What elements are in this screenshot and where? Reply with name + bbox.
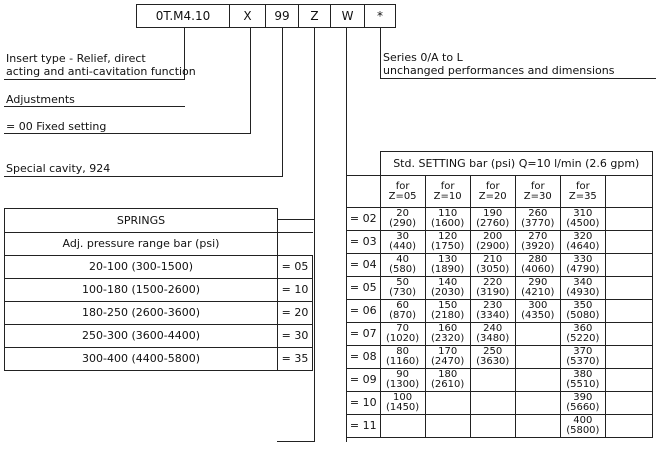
- underline-cavity: [4, 176, 283, 177]
- setting-value-cell: 60 (870): [380, 300, 425, 323]
- spring-range: 250-300 (3600-4400): [5, 325, 278, 348]
- setting-value-cell: 120 (1750): [425, 231, 470, 254]
- setting-code: = 02: [347, 208, 381, 231]
- leader-line-cavity: [282, 28, 283, 177]
- setting-value-cell: 360 (5220): [560, 323, 605, 346]
- insert-type-label-line2: acting and anti-cavitation function: [6, 65, 196, 78]
- table-row: [347, 323, 653, 346]
- setting-value-cell: 300 (4350): [515, 300, 560, 323]
- connector-springs-bottom: [277, 441, 315, 442]
- setting-value-cell: [470, 392, 515, 415]
- underline-fixed-setting: [4, 133, 251, 134]
- setting-value-cell: 250 (3630): [470, 346, 515, 369]
- setting-value-cell: 400 (5800): [560, 415, 605, 438]
- setting-value-cell: 390 (5660): [560, 392, 605, 415]
- setting-value-cell: 130 (1890): [425, 254, 470, 277]
- settings-title: Std. SETTING bar (psi) Q=10 l/min (2.6 gpm): [380, 152, 652, 176]
- setting-value-cell: [515, 415, 560, 438]
- special-cavity-label: Special cavity, 924: [6, 162, 111, 175]
- setting-value-cell: 20 (290): [380, 208, 425, 231]
- setting-code: = 06: [347, 300, 381, 323]
- adjustments-label: Adjustments: [6, 93, 75, 106]
- setting-code: = 03: [347, 231, 381, 254]
- setting-value-cell: 170 (2470): [425, 346, 470, 369]
- spring-code: = 20: [278, 302, 313, 325]
- table-row: [347, 392, 653, 415]
- springs-subtitle: Adj. pressure range bar (psi): [5, 233, 278, 256]
- table-row: [347, 415, 653, 438]
- spring-range: 180-250 (2600-3600): [5, 302, 278, 325]
- table-row: [347, 277, 653, 300]
- spring-range: 100-180 (1500-2600): [5, 279, 278, 302]
- setting-value-cell: 100 (1450): [380, 392, 425, 415]
- setting-value-cell: 340 (4930): [560, 277, 605, 300]
- setting-value-cell: 260 (3770): [515, 208, 560, 231]
- setting-value-cell: 50 (730): [380, 277, 425, 300]
- setting-value-cell: [470, 415, 515, 438]
- setting-value-cell: 180 (2610): [425, 369, 470, 392]
- table-row: [347, 346, 653, 369]
- column-header: for Z=35: [560, 176, 605, 208]
- setting-value-cell: 270 (3920): [515, 231, 560, 254]
- code-box-series: [364, 4, 396, 28]
- spring-range: 20-100 (300-1500): [5, 256, 278, 279]
- setting-value-cell: [515, 346, 560, 369]
- spring-code: = 05: [278, 256, 313, 279]
- leader-line-series: [380, 28, 381, 78]
- setting-code: = 04: [347, 254, 381, 277]
- setting-value-cell: [425, 415, 470, 438]
- blank-cell: [605, 277, 652, 300]
- code-box-adjustment: [229, 4, 266, 28]
- setting-code: = 10: [347, 392, 381, 415]
- setting-value-cell: 310 (4500): [560, 208, 605, 231]
- blank-cell: [605, 231, 652, 254]
- setting-value-cell: [425, 392, 470, 415]
- setting-value-cell: 330 (4790): [560, 254, 605, 277]
- setting-value-cell: 80 (1160): [380, 346, 425, 369]
- setting-value-cell: 230 (3340): [470, 300, 515, 323]
- blank-cell: [605, 392, 652, 415]
- setting-code: = 09: [347, 369, 381, 392]
- fixed-setting-label: = 00 Fixed setting: [6, 120, 107, 133]
- code-part-series: *: [377, 9, 383, 23]
- insert-type-label-line1: Insert type - Relief, direct: [6, 52, 146, 65]
- table-row: [347, 369, 653, 392]
- setting-value-cell: [515, 369, 560, 392]
- column-header: for Z=05: [380, 176, 425, 208]
- setting-value-cell: 240 (3480): [470, 323, 515, 346]
- code-part-adjustment: X: [243, 9, 252, 23]
- setting-value-cell: 90 (1300): [380, 369, 425, 392]
- spring-code: = 30: [278, 325, 313, 348]
- spring-code: = 35: [278, 348, 313, 371]
- setting-value-cell: 320 (4640): [560, 231, 605, 254]
- underline-adjustments: [4, 106, 185, 107]
- blank-cell: [605, 254, 652, 277]
- spring-code: = 10: [278, 279, 313, 302]
- table-row: [347, 254, 653, 277]
- setting-value-cell: [470, 369, 515, 392]
- code-part-cavity: 99: [274, 9, 290, 23]
- blank-cell: [605, 415, 652, 438]
- setting-value-cell: [515, 323, 560, 346]
- spring-range: 300-400 (4400-5800): [5, 348, 278, 371]
- code-box-model: [136, 4, 230, 28]
- table-row: [5, 302, 313, 325]
- underline-insert: [4, 79, 185, 80]
- setting-value-cell: 200 (2900): [470, 231, 515, 254]
- setting-value-cell: 380 (5510): [560, 369, 605, 392]
- springs-table: [4, 208, 313, 371]
- table-row: [5, 325, 313, 348]
- series-label-line1: Series 0/A to L: [383, 51, 463, 64]
- setting-value-cell: 160 (2320): [425, 323, 470, 346]
- setting-value-cell: [380, 415, 425, 438]
- code-box-setting: [330, 4, 365, 28]
- code-part-setting: W: [341, 9, 354, 23]
- code-box-spring: [298, 4, 331, 28]
- table-row: [347, 208, 653, 231]
- setting-value-cell: 210 (3050): [470, 254, 515, 277]
- table-row: [5, 256, 313, 279]
- setting-value-cell: 140 (2030): [425, 277, 470, 300]
- settings-table: [346, 151, 653, 438]
- leader-line-spring: [314, 28, 315, 442]
- code-part-model: 0T.M4.10: [155, 9, 211, 23]
- setting-value-cell: 280 (4060): [515, 254, 560, 277]
- column-header: for Z=20: [470, 176, 515, 208]
- blank-cell: [605, 346, 652, 369]
- setting-value-cell: 110 (1600): [425, 208, 470, 231]
- setting-code: = 07: [347, 323, 381, 346]
- setting-code: = 11: [347, 415, 381, 438]
- table-row: [347, 231, 653, 254]
- springs-title: SPRINGS: [5, 209, 278, 233]
- setting-value-cell: 290 (4210): [515, 277, 560, 300]
- setting-value-cell: 190 (2760): [470, 208, 515, 231]
- setting-value-cell: 370 (5370): [560, 346, 605, 369]
- blank-cell: [605, 300, 652, 323]
- setting-value-cell: 150 (2180): [425, 300, 470, 323]
- setting-value-cell: 30 (440): [380, 231, 425, 254]
- code-part-spring: Z: [310, 9, 319, 23]
- code-box-cavity: [265, 4, 299, 28]
- table-row: [5, 279, 313, 302]
- series-label-line2: unchanged performances and dimensions: [383, 64, 615, 77]
- table-row: [5, 348, 313, 371]
- blank-cell: [605, 208, 652, 231]
- table-row: [347, 300, 653, 323]
- blank-cell: [605, 369, 652, 392]
- setting-value-cell: 70 (1020): [380, 323, 425, 346]
- blank-cell: [605, 323, 652, 346]
- setting-value-cell: 220 (3190): [470, 277, 515, 300]
- leader-line-adjustment: [250, 28, 251, 134]
- underline-series: [380, 78, 656, 79]
- column-header: for Z=10: [425, 176, 470, 208]
- setting-code: = 08: [347, 346, 381, 369]
- setting-value-cell: 40 (580): [380, 254, 425, 277]
- setting-value-cell: [515, 392, 560, 415]
- setting-code: = 05: [347, 277, 381, 300]
- setting-value-cell: 350 (5080): [560, 300, 605, 323]
- column-header: for Z=30: [515, 176, 560, 208]
